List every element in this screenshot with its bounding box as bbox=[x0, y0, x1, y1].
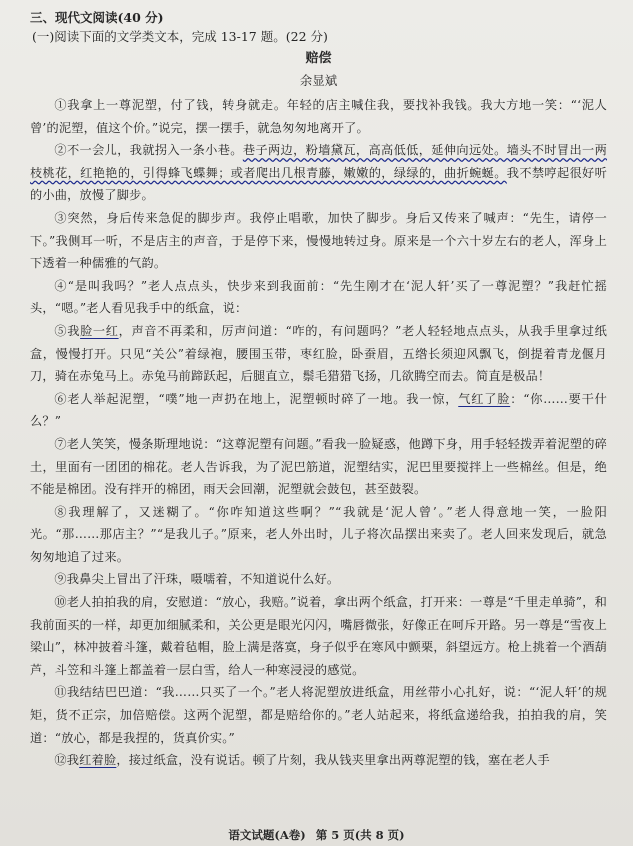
paragraph-text: ②不一会儿，我就拐入一条小巷。 bbox=[54, 143, 243, 158]
article-body bbox=[30, 94, 607, 772]
paragraph-text: ⑤我 bbox=[54, 323, 81, 338]
paragraph-text: ①我拿上一尊泥塑，付了钱，转身就走。年轻的店主喊住我，要找补我钱。我大方地一笑：“‘泥人曾’的泥塑，值这个价。”说完，摆一摆手，就急匆匆地离开了。 bbox=[30, 98, 607, 135]
sub-heading: (一)阅读下面的文学类文本，完成 13-17 题。(22 分) bbox=[32, 29, 328, 44]
paragraph bbox=[30, 320, 607, 388]
article-title: 赔偿 bbox=[305, 51, 332, 66]
paragraph-text: ⑧我理解了，又迷糊了。“你咋知道这些啊？”“我就是‘泥人曾’。”老人得意地一笑，一脸阳光。“那……那店主？”“是我儿子。”原来，老人外出时，儿子将次品摆出来卖了。老人回来发现后，就急匆匆地追了过来。 bbox=[30, 504, 607, 564]
paragraph bbox=[30, 207, 607, 275]
paragraph bbox=[30, 591, 607, 681]
footer-page-number: 第 5 页(共 8 页) bbox=[315, 828, 405, 842]
paragraph bbox=[30, 275, 607, 320]
paragraph bbox=[30, 568, 607, 591]
underlined-text: 巷子两边，粉墙黛瓦，高高低低，延伸向远处。墙头不时冒出一两枝桃花，红艳艳的，引得蜂飞蝶舞；或者爬出几根青藤，嫩嫩的，绿绿的，曲折蜿蜒。 bbox=[30, 143, 607, 180]
paragraph bbox=[30, 501, 607, 569]
paragraph-text: 我不禁哼起很好听的小曲，放慢了脚步。 bbox=[30, 165, 607, 203]
paragraph-text: ，声音不再柔和，厉声问道：“咋的，有问题吗？”老人轻轻地点点头，从我手里拿过纸盒，慢慢打开。只见“关公”着绿袍，腰围玉带，枣红脸，卧蚕眉，五绺长须迎风飘飞，倒提着青龙偃月刀，骑在赤兔马上。赤兔马前蹄跃起，后腿直立，鬃毛猎猎飞扬，几欲腾空而去。简直是极品！ bbox=[30, 323, 607, 384]
paragraph-text: ⑨我鼻尖上冒出了汗珠，嗫嚅着，不知道说什么好。 bbox=[54, 572, 340, 587]
paragraph bbox=[30, 139, 607, 207]
underlined-text: 脸一红 bbox=[80, 323, 119, 338]
paragraph bbox=[30, 433, 607, 501]
paragraph-text: ，接过纸盒，没有说话。顿了片刻，我从钱夹里拿出两尊泥塑的钱，塞在老人手 bbox=[116, 753, 550, 768]
paragraph bbox=[30, 749, 607, 772]
underlined-text: 红着脸 bbox=[79, 753, 117, 768]
section-heading: 三、现代文阅读(40 分) bbox=[30, 10, 164, 25]
underlined-text: 气红了脸 bbox=[458, 391, 511, 406]
paragraph-text: ⑦老人笑笑，慢条斯理地说：“这尊泥塑有问题。”看我一脸疑惑，他蹲下身，用手轻轻拨弄着泥塑的碎土，里面有一团团的棉花。老人告诉我，为了泥巴筋道，泥塑结实，泥巴里要搅拌上一些棉丝。但是，绝不能是棉团。没有拌开的棉团，雨天会回潮，泥塑就会鼓包，甚至鼓裂。 bbox=[30, 436, 607, 497]
paragraph-text: ④“是叫我吗？”老人点点头，快步来到我面前：“先生刚才在‘泥人轩’买了一尊泥塑？”我赶忙摇头，“嗯。”老人看见我手中的纸盒，说： bbox=[30, 278, 607, 316]
paragraph bbox=[30, 681, 607, 749]
article-author: 余显斌 bbox=[299, 73, 338, 88]
paragraph-text: ⑫我 bbox=[54, 753, 80, 768]
paragraph-text: ⑪我结结巴巴道：“我……只买了一个。”老人将泥塑放进纸盒，用丝带小心扎好，说：“‘泥人轩’的规矩，货不正宗，加倍赔偿。这两个泥塑，都是赔给你的。”老人站起来，将纸盒递给我，拍拍我的肩，笑道：“放心，都是我捏的，货真价实。” bbox=[30, 685, 607, 745]
paragraph-text: ：“你……要干什么？” bbox=[30, 391, 607, 429]
paragraph-text: ③突然，身后传来急促的脚步声。我停止唱歌，加快了脚步。身后又传来了喊声：“先生，请停一下。”我侧耳一听，不是店主的声音，于是停下来，慢慢地转过身。原来是一个六十岁左右的老人，浑身上下透着一种儒雅的气韵。 bbox=[30, 210, 607, 271]
paragraph bbox=[30, 94, 607, 139]
page-footer bbox=[0, 827, 633, 843]
paragraph bbox=[30, 388, 607, 433]
footer-subject: 语文试题(A卷) bbox=[228, 828, 306, 842]
paragraph-text: ⑩老人拍拍我的肩，安慰道：“放心，我赔。”说着，拿出两个纸盒，打开来：一尊是“千里走单骑”，和我前面买的一样，却更加细腻柔和，关公更是眼光闪闪，嘴唇微张，好像正在呵斥开路。另一尊是“雪夜上梁山”，林冲披着斗篷，戴着毡帽，脸上满是落寞，身子似乎在寒风中颤栗，斜望远方。枪上挑着一个酒葫芦，斗笠和斗篷上都盖着一层白雪，给人一种寒浸浸的感觉。 bbox=[30, 595, 607, 677]
paragraph-text: ⑥老人举起泥塑，“噗”地一声扔在地上，泥塑顿时碎了一地。我一惊， bbox=[54, 391, 459, 406]
